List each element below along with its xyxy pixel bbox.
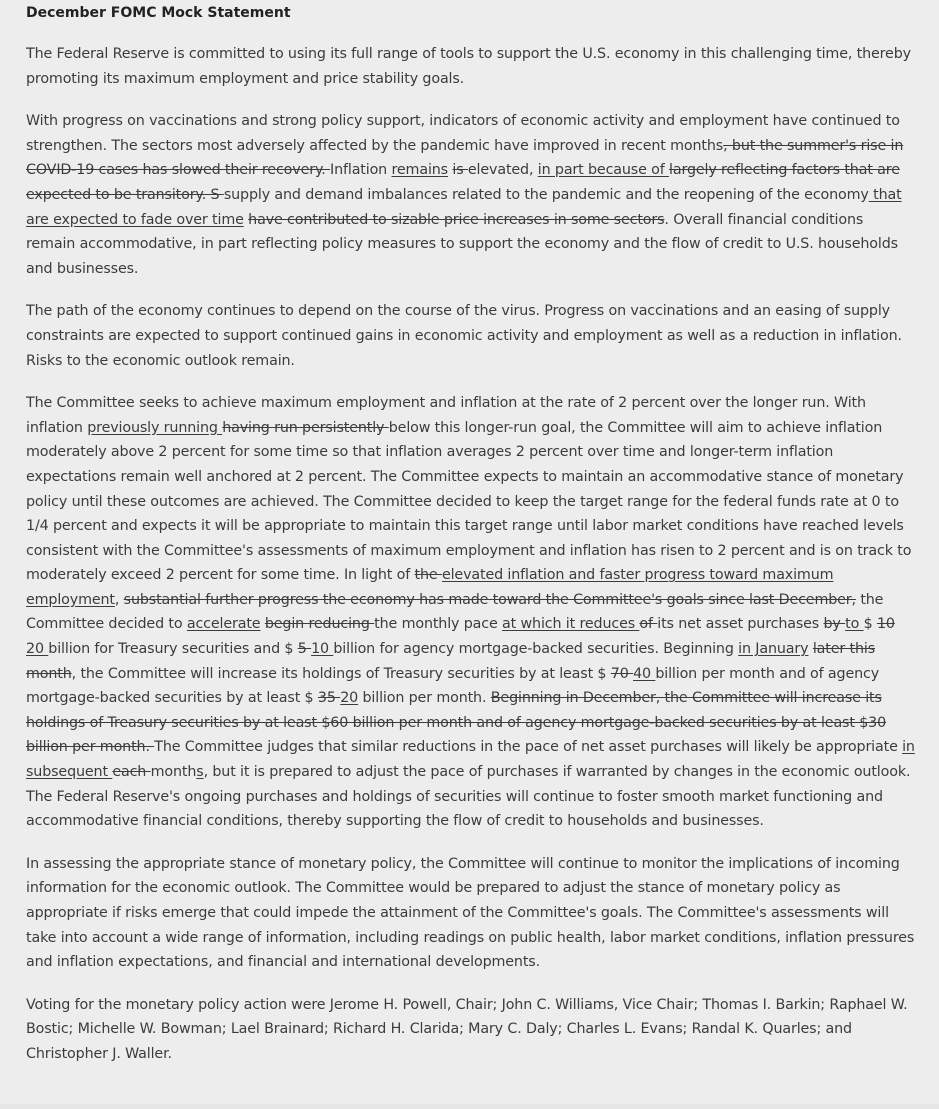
plain-text: , but it is prepared to adjust the pace of purchases if warranted by changes in the economic outlook. The Federal Reserve's ongoing purchases and holdings of securities will continue to foster smooth market functioning and accommodative financial conditions, thereby supporting the flow of credit to households and businesses. — [26, 764, 911, 830]
deleted-text: by — [823, 616, 846, 633]
plain-text: below this longer-run goal, the Committee will aim to achieve inflation moderately above 2 percent for some time so that inflation averages 2 percent over time and longer-term inflation expectations remain well anchored at 2 percent. The Committee expects to maintain an accommodative stance of monetary policy until these outcomes are achieved. The Committee decided to keep the target range for the federal funds rate at 0 to 1/4 percent and expects it will be appropriate to maintain this target range until labor market conditions have reached levels consistent with the Committee's assessments of maximum employment and inflation has risen to 2 percent and is on track to moderately exceed 2 percent for some time. In light of — [26, 419, 912, 584]
paragraph-p3 — [26, 299, 915, 373]
plain-text: The Committee seeks to achieve maximum employment and inflation at the rate of 2 percent over the longer run. With inflation — [26, 395, 866, 436]
deleted-text: begin reducing — [264, 616, 375, 633]
paragraph-p6 — [26, 993, 915, 1067]
deleted-text: 10 — [876, 616, 895, 633]
plain-text: In assessing the appropriate stance of monetary policy, the Committee will continue to monitor the implications of incoming information for the economic outlook. The Committee would be prepared to adjust the stance of monetary policy as appropriate if risks emerge that could impede the attainment of the Committee's goals. The Committee's assessments will take into account a wide range of information, including readings on public health, labor market conditions, inflation pressures and inflation expectations, and financial and international developments. — [26, 855, 915, 971]
inserted-text: elevated inflation and faster progress toward maximum employment — [26, 567, 834, 608]
plain-text: Inflation — [330, 162, 392, 179]
plain-text: billion for Treasury securities and $ — [48, 641, 298, 658]
plain-text: elevated, — [467, 162, 538, 179]
plain-text: The Federal Reserve is committed to using its full range of tools to support the U.S. economy in this challenging time, thereby promoting its maximum employment and price stability goals. — [26, 46, 911, 87]
plain-text: the monthly pace — [374, 616, 503, 633]
deleted-text: substantial further progress the economy has made toward the Committee's goals since last December, — [123, 591, 856, 608]
paragraph-p2 — [26, 109, 915, 281]
paragraph-p4 — [26, 391, 915, 834]
deleted-text: having run persistently — [222, 419, 389, 436]
deleted-text: , but the summer's rise in COVID-19 cases has slowed their recovery. — [26, 137, 904, 179]
plain-text: billion per month and of agency mortgage-backed securities by at least $ — [26, 665, 880, 707]
plain-text: Voting for the monetary policy action were Jerome H. Powell, Chair; John C. Williams, Vice Chair; Thomas I. Barkin; Raphael W. Bostic; Michelle W. Bowman; Lael Brainard; Richard H. Clarida; Mary C. Daly; Charles L. Evans; Randal K. Quarles; and Christopher J. Waller. — [26, 996, 908, 1062]
document-title: December FOMC Mock Statement — [26, 5, 291, 21]
statement-body — [26, 42, 915, 1067]
plain-text: billion for agency mortgage-backed securities. Beginning — [333, 641, 739, 658]
plain-text: the Committee decided to — [26, 591, 884, 633]
deleted-text: each — [112, 764, 151, 781]
deleted-text: largely reflecting factors that are expected to be transitory. S — [26, 162, 900, 203]
inserted-text: in subsequent — [26, 739, 915, 781]
deleted-text: have contributed to sizable price increases in some sectors — [248, 211, 665, 228]
plain-text: The path of the economy continues to depend on the course of the virus. Progress on vaccinations and an easing of supply constraints are expected to support continued gains in economic activity and employment as well as a reduction in inflation. Risks to the economic outlook remain. — [26, 303, 902, 369]
plain-text: , — [114, 591, 124, 608]
inserted-text: at which it reduces — [502, 616, 640, 633]
deleted-text: later this month — [26, 641, 876, 682]
plain-text: The Committee judges that similar reductions in the pace of net asset purchases will likely be appropriate — [154, 739, 903, 756]
bottom-divider — [0, 1104, 939, 1109]
inserted-text: 10 — [311, 641, 334, 658]
deleted-text: of — [639, 616, 658, 633]
plain-text: , the Committee will increase its holdings of Treasury securities by at least $ — [71, 665, 611, 682]
plain-text: $ — [863, 616, 877, 633]
inserted-text: accelerate — [186, 616, 261, 633]
plain-text: With progress on vaccinations and strong policy support, indicators of economic activity and employment have continued to strengthen. The sectors most adversely affected by the pandemic have improved in recent months — [26, 113, 900, 154]
inserted-text: 20 — [26, 641, 49, 658]
plain-text: month — [150, 764, 197, 781]
inserted-text: to — [845, 616, 864, 633]
paragraph-p5 — [26, 852, 915, 975]
deleted-text: is — [452, 162, 468, 179]
inserted-text: previously running — [87, 419, 223, 436]
paragraph-p1 — [26, 42, 915, 91]
inserted-text: 20 — [340, 690, 359, 707]
deleted-text: Beginning in December, the Committee will increase its holdings of Treasury securities by at least $60 billion per month and of agency mortgage-backed securities by at least $30 billion per month. — [26, 690, 887, 756]
inserted-text: s — [196, 764, 204, 781]
inserted-text: that are expected to fade over time — [26, 186, 902, 228]
plain-text: billion per month. — [358, 690, 491, 707]
deleted-text: the — [414, 567, 442, 584]
inserted-text: in part because of — [537, 162, 670, 179]
inserted-text: 40 — [633, 665, 656, 682]
plain-text: . Overall financial conditions remain accommodative, in part reflecting policy measures to support the economy and the flow of credit to U.S. households and businesses. — [26, 211, 898, 277]
deleted-text: 35 — [317, 690, 341, 707]
inserted-text: remains — [391, 162, 448, 179]
deleted-text: 70 — [610, 665, 634, 682]
deleted-text: 5 — [297, 641, 312, 658]
inserted-text: in January — [738, 641, 809, 658]
plain-text: supply and demand imbalances related to the pandemic and the reopening of the economy — [223, 186, 869, 203]
plain-text: its net asset purchases — [657, 616, 824, 633]
